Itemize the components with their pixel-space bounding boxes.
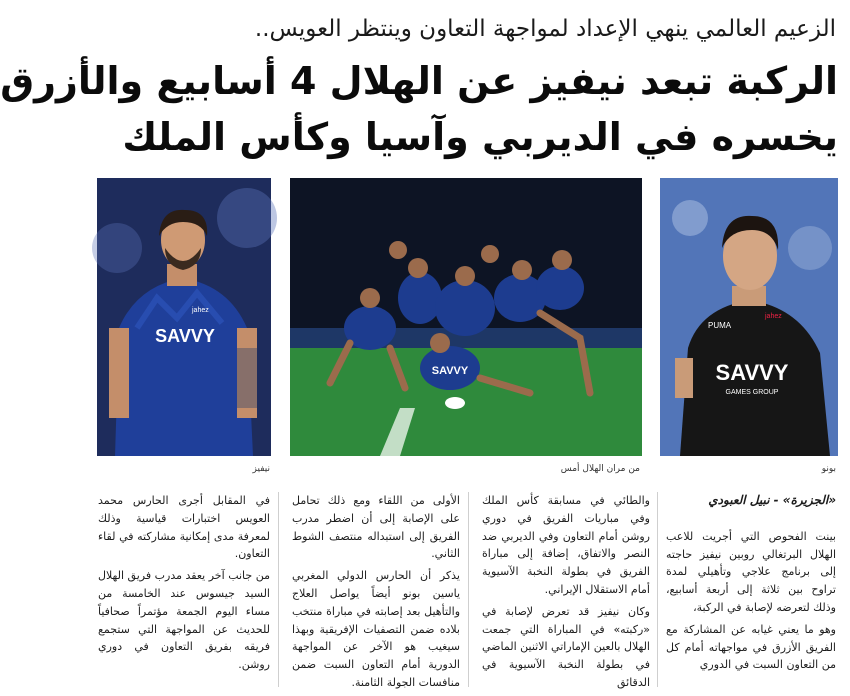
jersey-brand-bono: jahez <box>765 313 782 320</box>
column-3-para-1: الأولى من اللقاء ومع ذلك تحامل على الإصابة إلى أن اضطر مدرب الفريق إلى استبداله منتصف الشوط الثاني. <box>292 494 460 561</box>
headline-line-2: يخسره في الديربي وآسيا وكأس الملك <box>122 115 838 159</box>
column-2-para-2: وكان نيفيز قد تعرض لإصابة في «ركبته» في المباراة التي جمعت الهلال بالعين الإماراتي الاثنين الماضي في بطولة النخبة الآسيوية في الدقائق <box>482 604 650 689</box>
byline: «الجزيرة» - نبيل العبودي <box>708 493 836 507</box>
jersey-sponsor-sub-bono: GAMES GROUP <box>725 389 779 396</box>
jersey-sponsor-bono: SAVVY <box>715 360 789 385</box>
jersey-maker-bono: PUMA <box>708 321 732 330</box>
column-divider <box>657 492 658 687</box>
caption-neves: نيفيز <box>252 464 270 474</box>
jersey-sponsor-training: SAVVY <box>431 365 469 377</box>
column-1-para-2: وهو ما يعني غيابه عن المشاركة مع الفريق الأزرق في مواجهاته أمام كل من التعاون السبت في الدوري <box>666 622 836 672</box>
caption-training: من مران الهلال أمس <box>560 464 640 474</box>
photo-bono <box>660 178 838 456</box>
column-divider <box>278 492 279 687</box>
column-4-para-1: في المقابل أجرى الحارس محمد العويس اختبارات قياسية وذلك لمعرفة مدى إمكانية مشاركته في لقاء التعاون. <box>98 494 270 561</box>
kicker-subtitle: الزعيم العالمي ينهي الإعداد لمواجهة التعاون وينتظر العويس.. <box>254 16 836 42</box>
photo-neves <box>97 178 271 456</box>
column-1-para-1: بينت الفحوص التي أجريت للاعب الهلال البرتغالي روبين نيفيز حاجته إلى برنامج علاجي وتأهيلي لمدة تراوح بين ثلاثة إلى أربعة أسابيع، وذلك لتعرضه لإصابة في الركبة، <box>666 529 836 614</box>
column-3-para-2: يذكر أن الحارس الدولي المغربي ياسين بونو أيضاً يواصل العلاج والتأهيل بعد إصابته في مباراة منتخب بلاده ضمن التصفيات الإفريقية وبهذا سيغيب هو الآخر عن المواجهة الدورية أمام التعاون السبت ضمن منافسات الجولة الثامنة. <box>292 569 460 689</box>
jersey-brand-neves: jahez <box>192 307 209 314</box>
article-column-2 <box>482 492 650 692</box>
article-column-4 <box>98 492 270 692</box>
photo-training <box>290 178 642 456</box>
article-column-3 <box>292 492 460 692</box>
column-4-para-2: من جانب آخر يعقد مدرب فريق الهلال السيد جيسوس عند الخامسة من مساء اليوم الجمعة مؤتمراً صحافياً للحديث عن المواجهة التي ستجمع فريقه بفريق التعاون في دوري روشن. <box>98 569 270 672</box>
jersey-sponsor-neves: SAVVY <box>155 326 215 346</box>
column-divider <box>468 492 469 687</box>
headline-line-1: الركبة تبعد نيفيز عن الهلال 4 أسابيع والأزرق <box>0 59 838 103</box>
caption-bono: بونو <box>821 464 836 474</box>
column-2-para-1: والطائي في مسابقة كأس الملك وفي مباريات الفريق في دوري روشن أمام التعاون وفي الديربي ضد النصر والاتفاق، إضافة إلى مباراة الفريق في بطولة النخبة الآسيوية أمام الاستقلال الإيراني. <box>482 494 650 596</box>
article-column-1 <box>666 492 836 692</box>
